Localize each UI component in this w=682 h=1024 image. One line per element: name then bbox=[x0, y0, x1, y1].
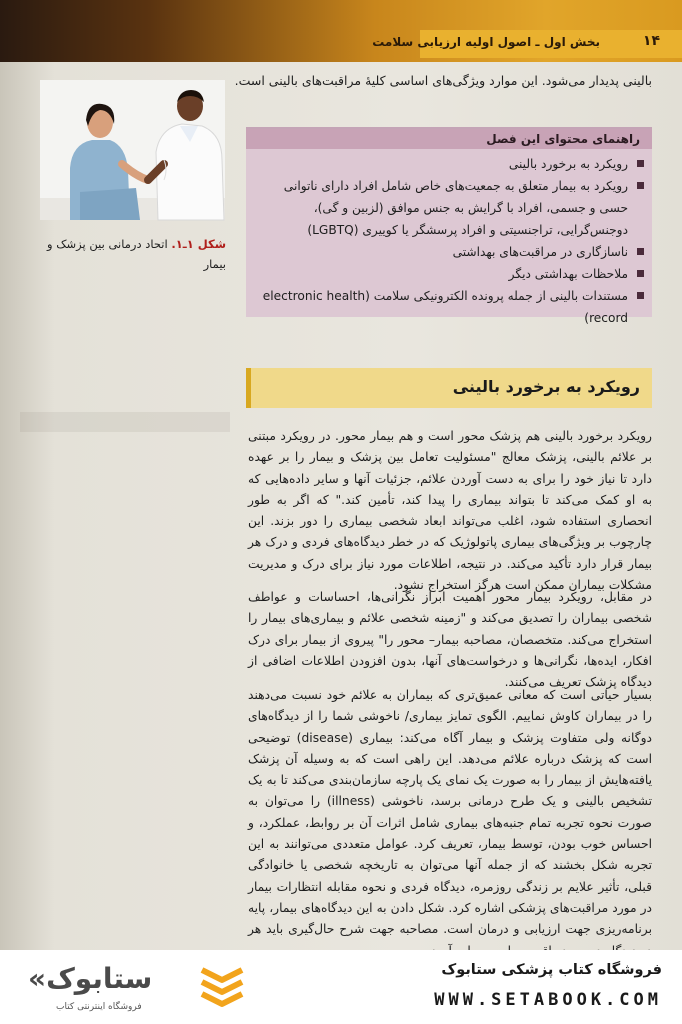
guide-item: رویکرد به بیمار متعلق به جمعیت‌های خاص شامل افراد دارای ناتوانی حسی و جسمی، افراد با گرایش به جنس موافق (لزبین و گی)، دوجنس‌گرایی، تراجنسیتی و افراد پرسشگر یا کوییری (LGBTQ) bbox=[252, 175, 644, 241]
book-stack-logo-icon bbox=[198, 964, 246, 1010]
handshake-illustration bbox=[40, 80, 225, 220]
guide-item: ملاحظات بهداشتی دیگر bbox=[252, 263, 644, 285]
page-number: ۱۴ bbox=[642, 33, 660, 49]
guide-item: رویکرد به برخورد بالینی bbox=[252, 153, 644, 175]
doctor-patient-photo bbox=[40, 80, 225, 220]
store-logo-tagline: فروشگاه اینترنتی کتاب bbox=[56, 1002, 142, 1012]
figure-label: شکل ۱ـ۱. bbox=[171, 237, 226, 251]
chapter-guide-title: راهنمای محتوای این فصل bbox=[246, 129, 652, 149]
page-header-bar bbox=[0, 0, 682, 62]
bleed-through-shadow bbox=[20, 412, 230, 432]
square-bullet-icon bbox=[637, 248, 644, 255]
section-heading-box bbox=[246, 368, 652, 408]
body-paragraph: رویکرد برخورد بالینی هم پزشک محور است و هم بیمار محور. در رویکرد مبتنی بر علائم بالینی، پزشک معالج "مسئولیت تعامل بین پزشک و بیمار را بر عهده دارد تا نیاز خود را برای به دست آوردن علائم، جزئیات آنها و سایر داده‌هایی که به او کمک می‌کند تا بتواند بیماری را پیدا کند، تأمین کند." که اگر به طور انحصاری استفاده شود، اغلب می‌تواند ابعاد شخصی بیماری را دور بزند. این چارچوب بر ویژگی‌های بیماری پاتولوژیک که در خطر دیدگاه‌های فردی و درک هر بیمار قرار دارد تأکید می‌کند. در نتیجه، اطلاعات مورد نیاز برای درک و مدیریت مشکلات بیماران ممکن است هرگز استخراج نشود. bbox=[248, 429, 652, 593]
store-footer bbox=[0, 950, 682, 1024]
running-header-title: بخش اول ـ اصول اولیه ارزیابی سلامت bbox=[372, 35, 600, 49]
guide-item: مستندات بالینی از جمله پرونده الکترونیکی سلامت (electronic health record) bbox=[252, 285, 644, 329]
body-paragraph: در مقابل، رویکرد بیمار محور اهمیت ابراز نگرانی‌ها، احساسات و عواطف شخصی بیماران را تصدیق می‌کند و "زمینه شخصی علائم و بیماری‌های بیمار را استخراج می‌کند. متخصصان، مصاحبه بیمار– محور را" پیروی از بیمار برای درک افکار، ایده‌ها، نگرانی‌ها و درخواست‌های آنها، بدون افزودن اطلاعات اضافی از دیدگاه پزشک تعریف می‌کنند. bbox=[248, 590, 652, 690]
section-heading: رویکرد به برخورد بالینی bbox=[452, 377, 640, 396]
store-logo-text: «ستابوک bbox=[28, 962, 153, 995]
body-paragraph: بسیار حیاتی است که معانی عمیق‌تری که بیماران به علائم خود نسبت می‌دهند را در بیماران کاوش نماییم. الگوی تمایز بیماری/ ناخوشی شما را از دیدگاه‌های دوگانه ولی متفاوت پزشک و بیمار آگاه می‌کند: بیماری (disease) توضیحی است که پزشک درباره علائم می‌دهد. این راهی است که به وسیله آن پزشک یافته‌هایش از بیمار را به صورت یک نمای یک پارچه سازمان‌بندی می‌کند تا به یک تشخیص بالینی و یک طرح درمانی برسد، ناخوشی (illness) را می‌توان به صورت نحوه تجربه تمام جنبه‌های بیماری شامل اثرات آن بر روابط، عملکرد، و احساس خوب بودن، توسط بیمار، تعریف کرد. عوامل متعددی می‌توانند به این تجربه شکل بخشند که از جمله آنها می‌توان به تاریخچه شخصی یا خانوادگی قبلی، تأثیر علایم بر زندگی روزمره، دیدگاه فردی و نحوه مقابله انتظارات بیمار در مورد مراقبت‌های پزشکی اشاره کرد. شکل دادن به این دیدگاه‌های بیمار، پایه برنامه‌ریزی جهت ارزیابی و درمان است. مصاحبه جهت شرح حال‌گیری باید هر bbox=[248, 688, 652, 937]
square-bullet-icon bbox=[637, 160, 644, 167]
store-name: فروشگاه کتاب پزشکی ستابوک bbox=[441, 962, 662, 978]
square-bullet-icon bbox=[637, 182, 644, 189]
intro-line: بالینی پدیدار می‌شود. این موارد ویژگی‌های اساسی کلیهٔ مراقبت‌های بالینی است. bbox=[234, 73, 652, 88]
square-bullet-icon bbox=[637, 292, 644, 299]
store-url-link[interactable]: WWW.SETABOOK.COM bbox=[434, 990, 662, 1010]
figure-caption bbox=[40, 234, 226, 274]
square-bullet-icon bbox=[637, 270, 644, 277]
figure-caption-text: اتحاد درمانی بین پزشک و بیمار bbox=[47, 237, 226, 271]
guide-item: ناسازگاری در مراقبت‌های بهداشتی bbox=[252, 241, 644, 263]
chapter-guide-box bbox=[246, 127, 652, 325]
chapter-guide-list bbox=[252, 153, 644, 329]
